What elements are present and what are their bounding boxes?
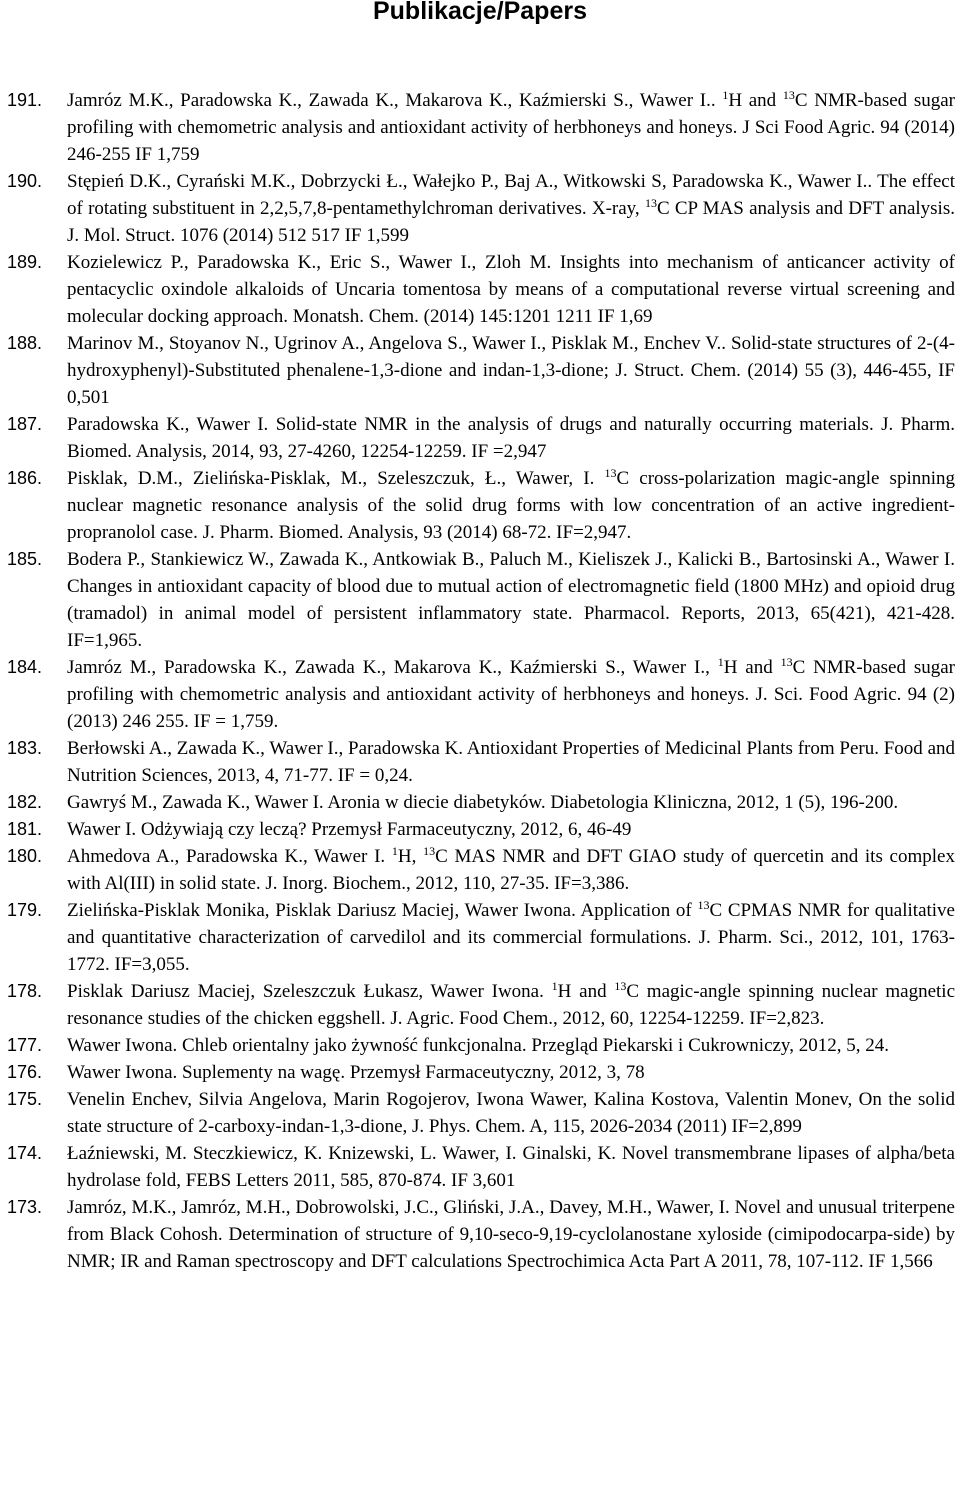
citation-text: Łaźniewski, M. Steczkiewicz, K. Knizewski, L. Wawer, I. Ginalski, K. Novel transmembrane lipases of alpha/beta hydrolase fold, FEBS Letters 2011, 585, 870-874. IF 3,601 [67, 1143, 955, 1191]
entry-citation [67, 816, 955, 843]
citation-text: C cross-polarization magic-angle spinning nuclear magnetic resonance analysis of the solid drug forms with low concentration of an active ingredient-propranolol case. J. Pharm. Biomed. Analysis, 93 (2014) 68-72. IF=2,947. [67, 468, 956, 543]
entry-number: 180. [7, 846, 43, 866]
entry-citation [67, 249, 955, 330]
entry-number: 183. [7, 738, 43, 758]
citation-text: Jamróz M., Paradowska K., Zawada K., Makarova K., Kaźmierski S., Wawer I., [67, 657, 718, 678]
entry-number: 187. [7, 414, 43, 434]
citation-text: C NMR-based sugar profiling with chemometric analysis and antioxidant activity of herbhoneys and honeys. J Sci Food Agric. 94 (2014) 246-255 IF 1,759 [67, 90, 956, 165]
entry-citation [67, 654, 955, 735]
citation-text: H, [397, 846, 424, 867]
entry-number: 182. [7, 792, 43, 812]
entry-citation [67, 1059, 955, 1086]
isotope-superscript: 13 [782, 88, 795, 102]
entry-number: 188. [7, 333, 43, 353]
entry-citation [67, 1140, 955, 1194]
citation-text: H and [723, 657, 781, 678]
publication-entry [0, 330, 960, 411]
publication-entry [0, 168, 960, 249]
publication-entry [0, 1086, 960, 1140]
page-title: Publikacje/Papers [372, 0, 587, 25]
publication-entry [0, 843, 960, 897]
entry-number: 175. [7, 1089, 43, 1109]
isotope-superscript: 13 [614, 979, 627, 993]
entry-number: 179. [7, 900, 43, 920]
citation-text: Paradowska K., Wawer I. Solid-state NMR in the analysis of drugs and naturally occurring materials. J. Pharm. Biomed. Analysis, 2014, 93, 27-4260, 12254-12259. IF =2,947 [67, 414, 955, 462]
entry-citation [67, 789, 955, 816]
publication-entry [0, 249, 960, 330]
citation-text: C MAS NMR and DFT GIAO study of quercetin and its complex with Al(III) in solid state. J. Inorg. Biochem., 2012, 110, 27-35. IF=3,386. [67, 846, 955, 894]
publication-entry [0, 411, 960, 465]
citation-text: C CP MAS analysis and DFT analysis. J. Mol. Struct. 1076 (2014) 512 517 IF 1,599 [67, 198, 955, 246]
entry-citation [67, 546, 955, 654]
entry-citation [67, 1032, 955, 1059]
entry-citation [67, 168, 955, 249]
citation-text: C NMR-based sugar profiling with chemometric analysis and antioxidant activity of herbhoneys and honeys. J. Sci. Food Agric. 94 (2) (2013) 246 255. IF = 1,759. [67, 657, 956, 732]
entry-number: 177. [7, 1035, 43, 1055]
citation-text: C CPMAS NMR for qualitative and quantitative characterization of carvedilol and its commercial formulations. J. Pharm. Sci., 2012, 101, 1763-1772. IF=3,055. [67, 900, 955, 975]
entry-number: 190. [7, 171, 43, 191]
isotope-superscript: 13 [697, 898, 710, 912]
publication-entry [0, 897, 960, 978]
entry-citation [67, 735, 955, 789]
entry-number: 184. [7, 657, 43, 677]
publication-entry [0, 1059, 960, 1086]
citation-text: Pisklak, D.M., Zielińska-Pisklak, M., Szeleszczuk, Ł., Wawer, I. [67, 468, 605, 489]
citation-text: Zielińska-Pisklak Monika, Pisklak Dariusz Maciej, Wawer Iwona. Application of [67, 900, 698, 921]
publication-entry [0, 978, 960, 1032]
entry-citation [67, 843, 955, 897]
entry-number: 189. [7, 252, 43, 272]
entry-citation [67, 87, 955, 168]
isotope-superscript: 13 [780, 655, 793, 669]
citation-text: Pisklak Dariusz Maciej, Szeleszczuk Łukasz, Wawer Iwona. [67, 981, 552, 1002]
isotope-superscript: 1 [551, 979, 558, 993]
publication-entry [0, 816, 960, 843]
entry-citation [67, 465, 955, 546]
entry-number: 186. [7, 468, 43, 488]
citation-text: C magic-angle spinning nuclear magnetic resonance studies of the chicken eggshell. J. Agric. Food Chem., 2012, 60, 12254-12259. IF=2,823. [67, 981, 956, 1029]
citation-text: Gawryś M., Zawada K., Wawer I. Aronia w diecie diabetyków. Diabetologia Kliniczna, 2012, 1 (5), 196-200. [67, 792, 899, 813]
entry-citation [67, 897, 955, 978]
isotope-superscript: 1 [722, 88, 729, 102]
entry-number: 174. [7, 1143, 43, 1163]
entry-number: 173. [7, 1197, 43, 1217]
entry-citation [67, 411, 955, 465]
citation-text: Bodera P., Stankiewicz W., Zawada K., Antkowiak B., Paluch M., Kieliszek J., Kalicki B., Bartosinski A., Wawer I. Changes in antioxidant capacity of blood due to mutual action of electromagnetic field (1800 MHz) and opioid drug (tramadol) in animal model of persistent inflammatory state. Pharmacol. Reports, 2013, 65(421), 421-428. IF=1,965. [67, 549, 955, 651]
isotope-superscript: 1 [391, 844, 398, 858]
citation-text: Wawer I. Odżywiają czy leczą? Przemysł Farmaceutyczny, 2012, 6, 46-49 [67, 819, 632, 840]
publication-entry [0, 87, 960, 168]
entry-number: 178. [7, 981, 43, 1001]
citation-text: H and [728, 90, 783, 111]
publication-list [0, 87, 960, 1275]
citation-text: Wawer Iwona. Chleb orientalny jako żywność funkcjonalna. Przegląd Piekarski i Cukrowniczy, 2012, 5, 24. [67, 1035, 889, 1056]
isotope-superscript: 13 [423, 844, 436, 858]
entry-number: 191. [7, 90, 43, 110]
publication-entry [0, 1032, 960, 1059]
citation-text: Ahmedova A., Paradowska K., Wawer I. [67, 846, 392, 867]
publication-entry [0, 546, 960, 654]
entry-citation [67, 1194, 955, 1275]
publication-entry [0, 735, 960, 789]
citation-text: Marinov M., Stoyanov N., Ugrinov A., Angelova S., Wawer I., Pisklak M., Enchev V.. Solid-state structures of 2-(4-hydroxyphenyl)-Substituted phenalene-1,3-dione and indan-1,3-dione; J. Struct. Chem. (2014) 55 (3), 446-455, IF 0,501 [67, 333, 955, 408]
isotope-superscript: 1 [717, 655, 724, 669]
citation-text: Jamróz, M.K., Jamróz, M.H., Dobrowolski, J.C., Gliński, J.A., Davey, M.H., Wawer, I. Novel and unusual triterpene from Black Cohosh. Determination of structure of 9,10-seco-9,19-cyclolanostane xyloside (cimipodocarpa-side) by NMR; IR and Raman spectroscopy and DFT calculations Spectrochimica Acta Part A 2011, 78, 107-112. IF 1,566 [67, 1197, 955, 1272]
publication-entry [0, 789, 960, 816]
isotope-superscript: 13 [604, 466, 617, 480]
citation-text: Wawer Iwona. Suplementy na wagę. Przemysł Farmaceutyczny, 2012, 3, 78 [67, 1062, 645, 1083]
citation-text: Jamróz M.K., Paradowska K., Zawada K., Makarova K., Kaźmierski S., Wawer I.. [67, 90, 723, 111]
citation-text: H and [557, 981, 615, 1002]
entry-citation [67, 978, 955, 1032]
entry-citation [67, 1086, 955, 1140]
entry-citation [67, 330, 955, 411]
citation-text: Venelin Enchev, Silvia Angelova, Marin Rogojerov, Iwona Wawer, Kalina Kostova, Valentin Monev, On the solid state structure of 2-carboxy-indan-1,3-dione, J. Phys. Chem. A, 115, 2026-2034 (2011) IF=2,899 [67, 1089, 955, 1137]
entry-number: 181. [7, 819, 43, 839]
citation-text: Stępień D.K., Cyrański M.K., Dobrzycki Ł., Wałejko P., Baj A., Witkowski S, Paradowska K., Wawer I.. The effect of rotating substituent in 2,2,5,7,8-pentamethylchroman derivatives. X-ray, [67, 171, 955, 219]
entry-number: 185. [7, 549, 43, 569]
isotope-superscript: 13 [644, 196, 657, 210]
citation-text: Kozielewicz P., Paradowska K., Eric S., Wawer I., Zloh M. Insights into mechanism of anticancer activity of pentacyclic oxindole alkaloids of Uncaria tomentosa by means of a computational reverse virtual screening and molecular docking approach. Monatsh. Chem. (2014) 145:1201 1211 IF 1,69 [67, 252, 955, 327]
publication-entry [0, 1194, 960, 1275]
publication-entry [0, 1140, 960, 1194]
citation-text: Berłowski A., Zawada K., Wawer I., Paradowska K. Antioxidant Properties of Medicinal Plants from Peru. Food and Nutrition Sciences, 2013, 4, 71-77. IF = 0,24. [67, 738, 955, 786]
publication-entry [0, 465, 960, 546]
publication-entry [0, 654, 960, 735]
entry-number: 176. [7, 1062, 43, 1082]
